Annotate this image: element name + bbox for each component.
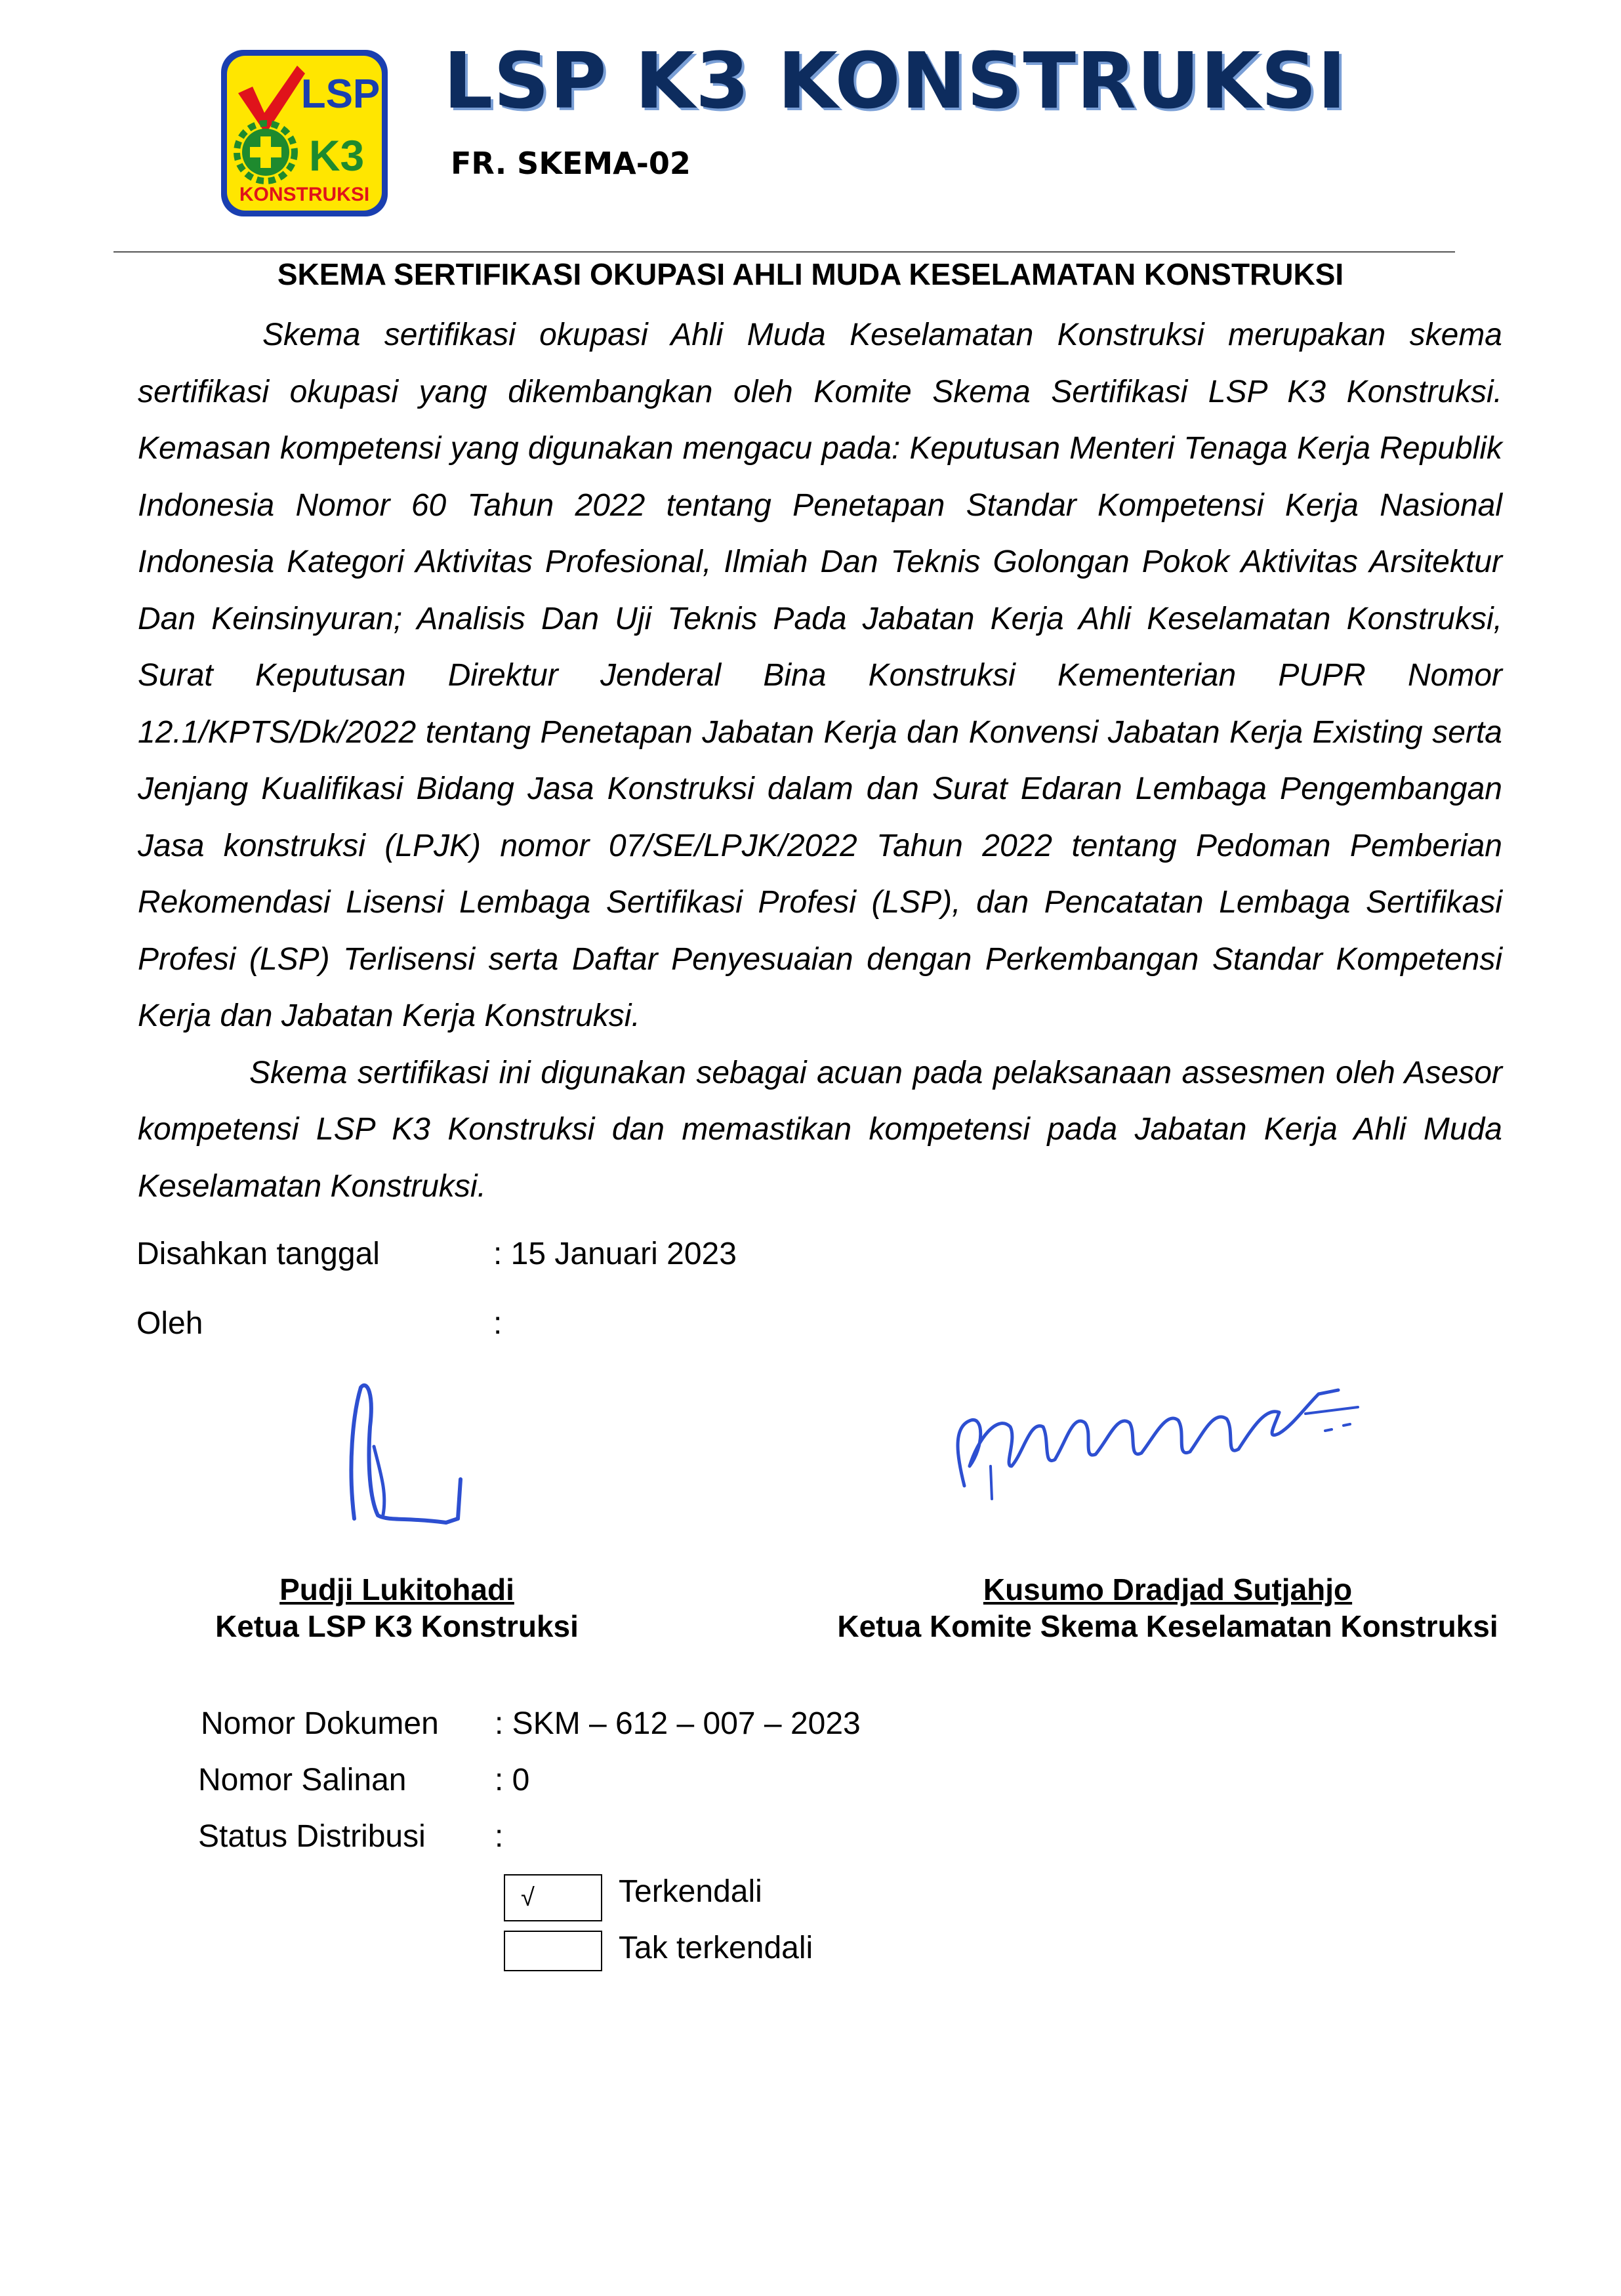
signature-pudji (341, 1374, 472, 1532)
nomor-dokumen-value: : SKM – 612 – 007 – 2023 (495, 1706, 861, 1741)
checkbox-terkendali-label: Terkendali (619, 1874, 762, 1909)
document-title: SKEMA SERTIFIKASI OKUPASI AHLI MUDA KESELAMATAN KONSTRUKSI (277, 257, 1344, 291)
body-text (138, 307, 1502, 1215)
form-code: FR. SKEMA-02 (451, 146, 691, 181)
svg-text:KONSTRUKSI: KONSTRUKSI (239, 184, 370, 205)
approval-date-value: : 15 Januari 2023 (493, 1237, 737, 1271)
paragraph-1: Skema sertifikasi okupasi Ahli Muda Keselamatan Konstruksi merupakan skema sertifikasi okupasi yang dikembangkan oleh Komite Skema Sertifikasi LSP K3 Konstruksi. Kemasan kompetensi yang digunakan mengacu pada: Keputusan Menteri Tenaga Kerja Republik Indonesia Nomor 60 Tahun 2022 tentang Penetapan Standar Kompetensi Kerja Nasional Indonesia Kategori Aktivitas Profesional, Ilmiah Dan Teknis Golongan Pokok Aktivitas Arsitektur Dan Keinsinyuran; Analisis Dan Uji Teknis Pada Jabatan Kerja Ahli Keselamatan Konstruksi, Surat Keputusan Direktur Jenderal Bina Konstruksi Kementerian PUPR Nomor 12.1/KPTS/Dk/2022 tentang Penetapan Jabatan Kerja dan Konvensi Jabatan Kerja Existing serta Jenjang Kualifikasi Bidang Jasa Konstruksi dalam dan Surat Edaran Lembaga Pengembangan Jasa konstruksi (LPJK) nomor 07/SE/LPJK/2022 Tahun 2022 tentang Pedoman Pemberian Rekomendasi Lisensi Lembaga Sertifikasi Profesi (LSP), dan Pencatatan Lembaga Sertifikasi Profesi (LSP) Terlisensi serta Daftar Penyesuaian dengan Perkembangan Standar Kompetensi Kerja dan Jabatan Kerja Konstruksi. (138, 318, 1502, 1033)
approval-date-label: Disahkan tanggal (136, 1237, 380, 1271)
lsp-k3-logo (218, 47, 390, 219)
organization-title: LSP K3 KONSTRUKSI (443, 35, 1347, 126)
header-divider (113, 251, 1455, 253)
signatory-right-name: Kusumo Dradjad Sutjahjo (983, 1572, 1353, 1607)
approval-by-value: : (493, 1306, 503, 1341)
checkbox-tak-terkendali-label: Tak terkendali (619, 1931, 813, 1965)
signatory-right-title: Ketua Komite Skema Keselamatan Konstruksi (837, 1609, 1498, 1643)
signatory-left-title: Ketua LSP K3 Konstruksi (215, 1609, 579, 1643)
nomor-dokumen-label: Nomor Dokumen (201, 1706, 439, 1741)
signature-kusumo (938, 1368, 1371, 1512)
status-distribusi-label: Status Distribusi (198, 1819, 426, 1854)
signatory-left-name: Pudji Lukitohadi (279, 1572, 514, 1607)
svg-text:LSP: LSP (300, 72, 380, 117)
nomor-salinan-value: : 0 (495, 1763, 530, 1797)
nomor-salinan-label: Nomor Salinan (198, 1763, 407, 1797)
signatory-right (774, 1571, 1561, 1645)
status-distribusi-value: : (495, 1819, 504, 1854)
svg-text:K3: K3 (308, 131, 365, 180)
signatory-left (157, 1571, 636, 1645)
approval-by-label: Oleh (136, 1306, 203, 1341)
paragraph-2: Skema sertifikasi ini digunakan sebagai acuan pada pelaksanaan assesmen oleh Asesor kompetensi LSP K3 Konstruksi dan memastikan kompetensi pada Jabatan Kerja Ahli Muda Keselamatan Konstruksi. (138, 1055, 1502, 1204)
checkbox-terkendali[interactable]: √ (504, 1874, 602, 1921)
checkbox-tak-terkendali[interactable] (504, 1931, 602, 1971)
